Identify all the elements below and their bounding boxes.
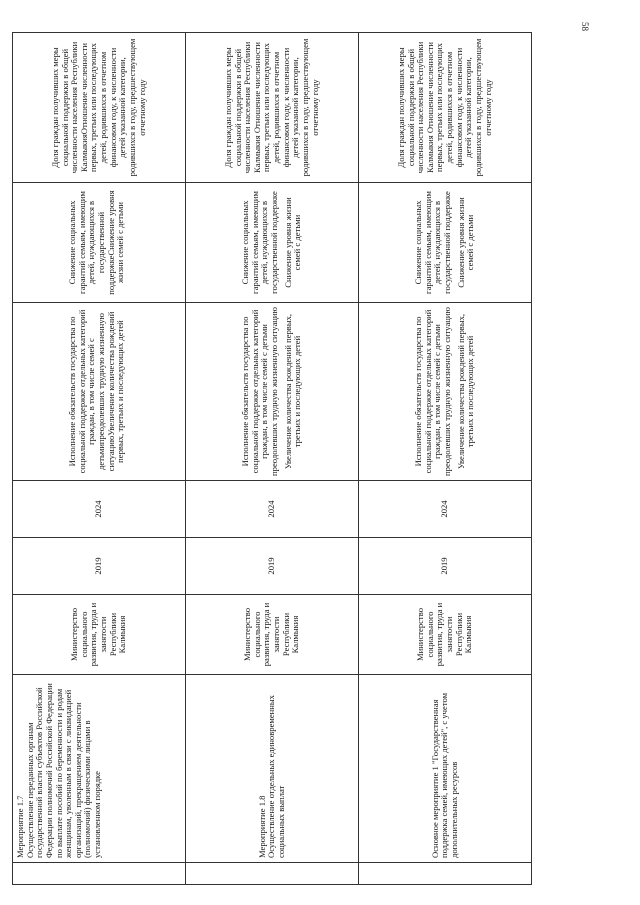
expected-result: Исполнение обязательств государства по социальной поддержке отдельных категорий граждан, в том числе семей с детьми преодолевших трудную жизненную ситуацию [240,307,279,476]
executor-cell [186,595,359,675]
measure-name-cell [359,675,532,863]
indicator: Доля граждан получивших меры социальной поддержки в общей численности населения Республики Калмыкия Отношение численности первых, третьих или последующих детей, родившихся в отчетном финансовом году, к численности детей указанной категории, родившихся в году, предшествующем отчетному году [222,38,320,177]
consequences-extra: Снижение уровня жизни семей с детьми [455,197,476,288]
end-year: 2024 [439,500,450,518]
measures-table-body [13,33,532,885]
measure-name-cell [13,675,186,863]
measure-name: Мероприятие 1.8 Осуществление отдельных единовременных социальных выплат [256,695,286,858]
end-year: 2024 [93,500,104,518]
expected-result-cell [13,303,186,481]
consequences: Снижение социальных гарантий семьям, имеющим детей, нуждающихся в государственной поддержке [413,191,452,294]
indicator: Доля граждан получивших меры социальной поддержки в общей численности населения Республики КалмыкияОтношение численности первых, третьих или последующих детей, родившихся в отчетном финансовом году, к численности детей указанной категории, родившихся в году, предшествующем отчетному году [49,38,147,177]
consequences-extra: Снижение уровня жизни семей с детьми [282,197,303,288]
measures-table [12,32,532,885]
row-number-cell [359,863,532,885]
executor: Министерство социального развития, труда и занятости Республики Калмыкия [242,602,301,667]
end-year-cell [186,481,359,538]
table-row [359,33,532,885]
page-number: 58 [580,22,590,31]
consequences: Снижение социальных гарантий семьям, имеющим детей, нуждающихся в государственной поддержкеСнижение уровня жизни семей с детьми [67,190,126,295]
consequences-cell [186,183,359,303]
end-year-cell [13,481,186,538]
end-year: 2024 [266,500,277,518]
expected-result-cell [359,303,532,481]
rotated-table-container [12,33,532,885]
consequences-cell [13,183,186,303]
end-year-cell [359,481,532,538]
measure-name: Основное мероприятие 1 "Государственная поддержка семей, имеющих детей", с учетом дополнительных ресурсов [429,692,459,858]
consequences-cell [359,183,532,303]
start-year-cell [13,538,186,595]
executor-cell [359,595,532,675]
row-number-cell [13,863,186,885]
row-number-cell [186,863,359,885]
indicator-cell [359,33,532,183]
indicator: Доля граждан получивших меры социальной поддержки в общей численности населения Республики Калмыкия Отношение численности первых, третьих или последующих детей, родившихся в отчетном финансовом году, к численности детей указанной категории, родившихся в году, предшествующем отчетному году [395,38,493,177]
indicator-cell [13,33,186,183]
executor: Министерство социального развития, труда и занятости Республики Калмыкия [415,602,474,667]
start-year-cell [359,538,532,595]
measure-name-cell [186,675,359,863]
expected-result: Исполнение обязательств государства по социальной поддержке отдельных категорий граждан, в том числе семей с детьми преодолевших трудную жизненную ситуацию [413,307,452,476]
executor: Министерство социального развития, труда и занятости Республики Калмыкия [69,602,128,667]
expected-result: Исполнение обязательств государства по социальной поддержке отдельных категорий граждан, в том числе семей с детьмипреодолевших трудную жизненную ситуациюУвеличение количества рождений первых, третьих и последующих детей [67,309,126,474]
expected-result-cell [186,303,359,481]
executor-cell [13,595,186,675]
table-row [186,33,359,885]
start-year-cell [186,538,359,595]
start-year: 2019 [93,557,104,575]
indicator-cell [186,33,359,183]
measure-name: Мероприятие 1.7 Осуществление переданных органам государственной власти субъектов Российской Федерации полномочий Российской Федерации по выплате пособий по беременности и родам женщинам, уволенным в связи с ликвидацией организаций, прекращением деятельности (полномочий) физическими лицами в установленном порядке [15,683,102,858]
table-row [13,33,186,885]
start-year: 2019 [439,557,450,575]
expected-result-extra: Увеличение количества рождений первых, третьих и последующих детей [455,313,476,470]
consequences: Снижение социальных гарантий семьям, имеющим детей, нуждающихся в государственной поддержке [240,191,279,294]
expected-result-extra: Увеличение количества рождений первых, третьих и последующих детей [282,313,303,470]
start-year: 2019 [266,557,277,575]
